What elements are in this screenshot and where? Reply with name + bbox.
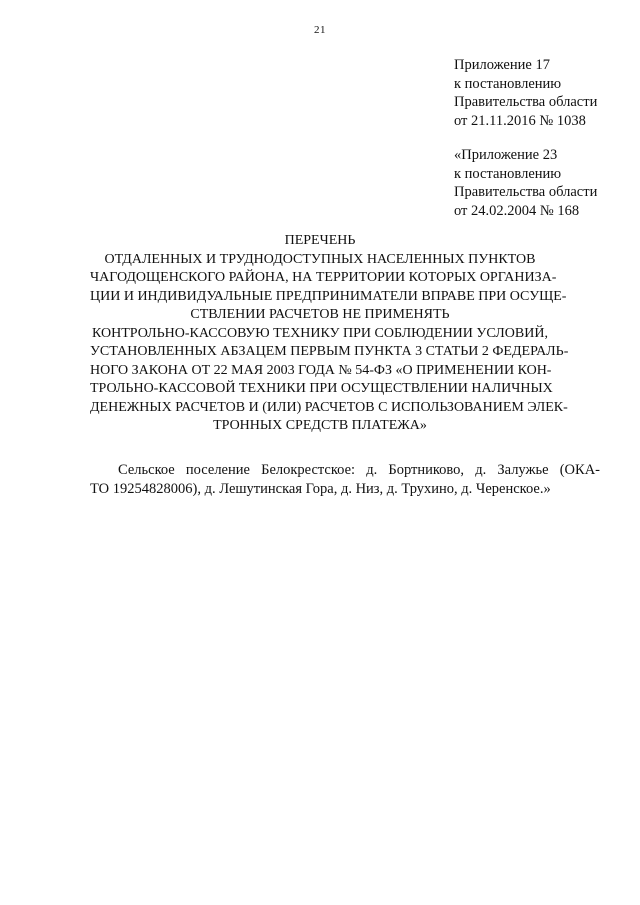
title-line: ЦИИ И ИНДИВИДУАЛЬНЫЕ ПРЕДПРИНИМАТЕЛИ ВПРАВЕ ПРИ ОСУЩЕ-	[90, 288, 567, 304]
title-line: ОТДАЛЕННЫХ И ТРУДНОДОСТУПНЫХ НАСЕЛЕННЫХ ПУНКТОВ	[104, 251, 536, 267]
title-line: СТВЛЕНИИ РАСЧЕТОВ НЕ ПРИМЕНЯТЬ	[190, 307, 450, 322]
appendix-23-line: к постановлению	[454, 165, 562, 182]
body-line: ТО 19254828006), д. Лешутинская Гора, д. Низ, д. Трухино, д. Черенское.»	[90, 481, 551, 497]
document-title	[90, 232, 569, 436]
title-line: ЧАГОДОЩЕНСКОГО РАЙОНА, НА ТЕРРИТОРИИ КОТОРЫХ ОРГАНИЗА-	[90, 270, 557, 285]
appendix-17-line: Приложение 17	[454, 57, 550, 73]
body-line: Сельское поселение Белокрестское: д. Бортниково, д. Залужье (ОКА-	[118, 462, 600, 478]
body-paragraph	[90, 461, 600, 499]
appendix-17-line: от 21.11.2016 № 1038	[454, 112, 586, 129]
page-number: 21	[314, 24, 326, 36]
title-line: КОНТРОЛЬНО-КАССОВУЮ ТЕХНИКУ ПРИ СОБЛЮДЕНИИ УСЛОВИЙ,	[92, 325, 548, 341]
title-line: ТРОННЫХ СРЕДСТВ ПЛАТЕЖА»	[213, 418, 427, 433]
title-line: УСТАНОВЛЕННЫХ АБЗАЦЕМ ПЕРВЫМ ПУНКТА 3 СТАТЬИ 2 ФЕДЕРАЛЬ-	[90, 344, 569, 359]
appendix-17-line: к постановлению	[454, 75, 562, 92]
appendix-17-block	[454, 56, 634, 130]
appendix-23-line: «Приложение 23	[454, 147, 558, 163]
appendix-23-line: от 24.02.2004 № 168	[454, 202, 580, 219]
title-line: ДЕНЕЖНЫХ РАСЧЕТОВ И (ИЛИ) РАСЧЕТОВ С ИСПОЛЬЗОВАНИЕМ ЭЛЕК-	[90, 399, 568, 415]
appendix-23-block	[454, 146, 634, 220]
title-line: НОГО ЗАКОНА ОТ 22 МАЯ 2003 ГОДА № 54-ФЗ «О ПРИМЕНЕНИИ КОН-	[90, 362, 552, 378]
title-line: ТРОЛЬНО-КАССОВОЙ ТЕХНИКИ ПРИ ОСУЩЕСТВЛЕНИИ НАЛИЧНЫХ	[90, 381, 553, 396]
appendix-23-line: Правительства области	[454, 184, 598, 200]
appendix-17-line: Правительства области	[454, 94, 598, 110]
title-heading: ПЕРЕЧЕНЬ	[284, 233, 356, 248]
